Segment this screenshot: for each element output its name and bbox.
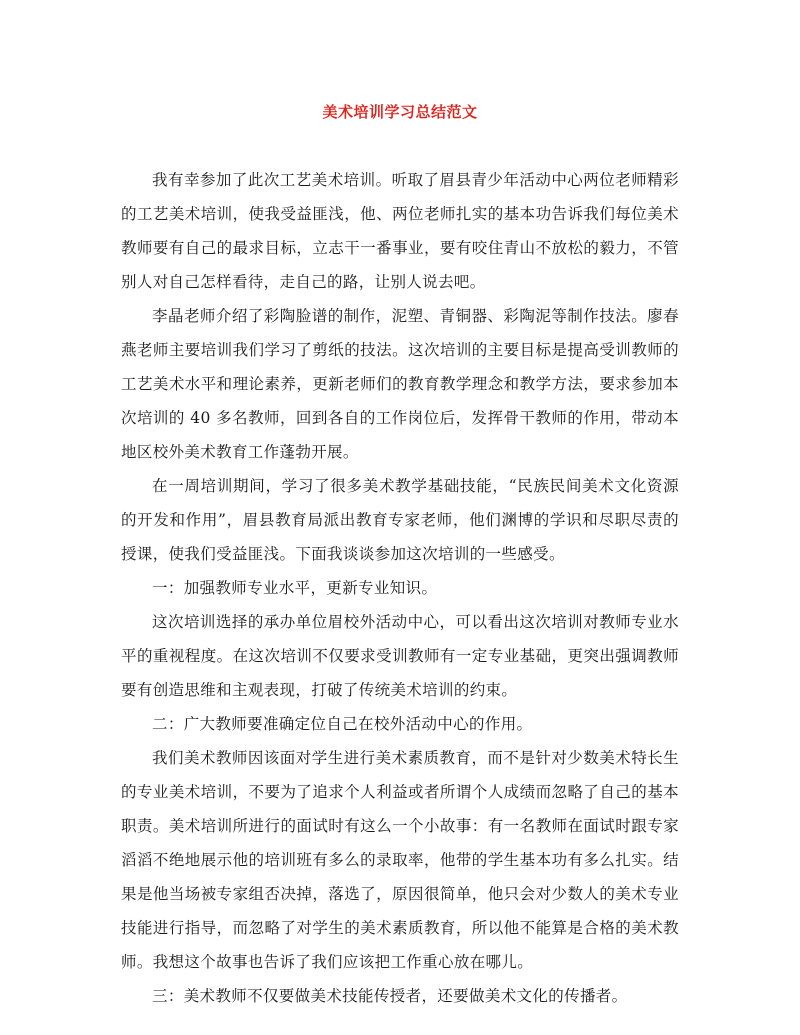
section-heading-one: 一：加强教师专业水平，更新专业知识。 [152,579,438,597]
paragraph-intro: 我有幸参加了此次工艺美术培训。听取了眉县青少年活动中心两位老师精彩的工艺美术培训，使我受益匪浅，他、两位老师扎实的基本功告诉我们每位美术教师要有自己的最求目标，立志干一番事业，要有咬住青山不放松的毅力，不管别人对自己怎样看待，走自己的路，让别人说去吧。 [121,171,679,291]
document-title: 美术培训学习总结范文 [322,103,478,121]
paragraph-story: 我们美术教师因该面对学生进行美术素质教育，而不是针对少数美术特长生的专业美术培训，不要为了追求个人利益或者所谓个人成绩而忽略了自己的基本职责。美术培训所进行的面试时有这么一个小故事：有一名教师在面试时跟专家滔滔不绝地展示他的培训班有多么的录取率，他带的学生基本功有多么扎实。结果是他当场被专家组否决掉，落选了，原因很简单，他只会对少数人的美术专业技能进行指导，而忽略了对学生的美术素质教育，所以他不能算是合格的美术教师。我想这个故事也告诉了我们应该把工作重心放在哪儿。 [121,749,679,971]
section-heading-two: 二：广大教师要准确定位自己在校外活动中心的作用。 [152,715,533,733]
paragraph-professional-level: 这次培训选择的承办单位眉校外活动中心，可以看出这次培训对教师专业水平的重视程度。在这次培训不仅要求受训教师有一定专业基础，更突出强调教师要有创造思维和主观表现，打破了传统美术培训的约束。 [121,613,679,699]
paragraph-training-week: 在一周培训期间，学习了很多美术教学基础技能，“民族民间美术文化资源的开发和作用”，眉县教育局派出教育专家老师，他们渊博的学识和尽职尽责的授课，使我们受益匪浅。下面我谈谈参加这次培训的一些感受。 [121,477,679,563]
document-body [121,163,679,1013]
paragraph-teachers: 李晶老师介绍了彩陶脸谱的制作，泥塑、青铜器、彩陶泥等制作技法。廖春燕老师主要培训我们学习了剪纸的技法。这次培训的主要目标是提高受训教师的工艺美术水平和理论素养，更新老师们的教育教学理念和教学方法，要求参加本次培训的 40 多名教师，回到各自的工作岗位后，发挥骨干教师的作用，带动本地区校外美术教育工作蓬勃开展。 [121,307,679,461]
section-heading-three: 三：美术教师不仅要做美术技能传授者，还要做美术文化的传播者。 [152,987,628,1005]
